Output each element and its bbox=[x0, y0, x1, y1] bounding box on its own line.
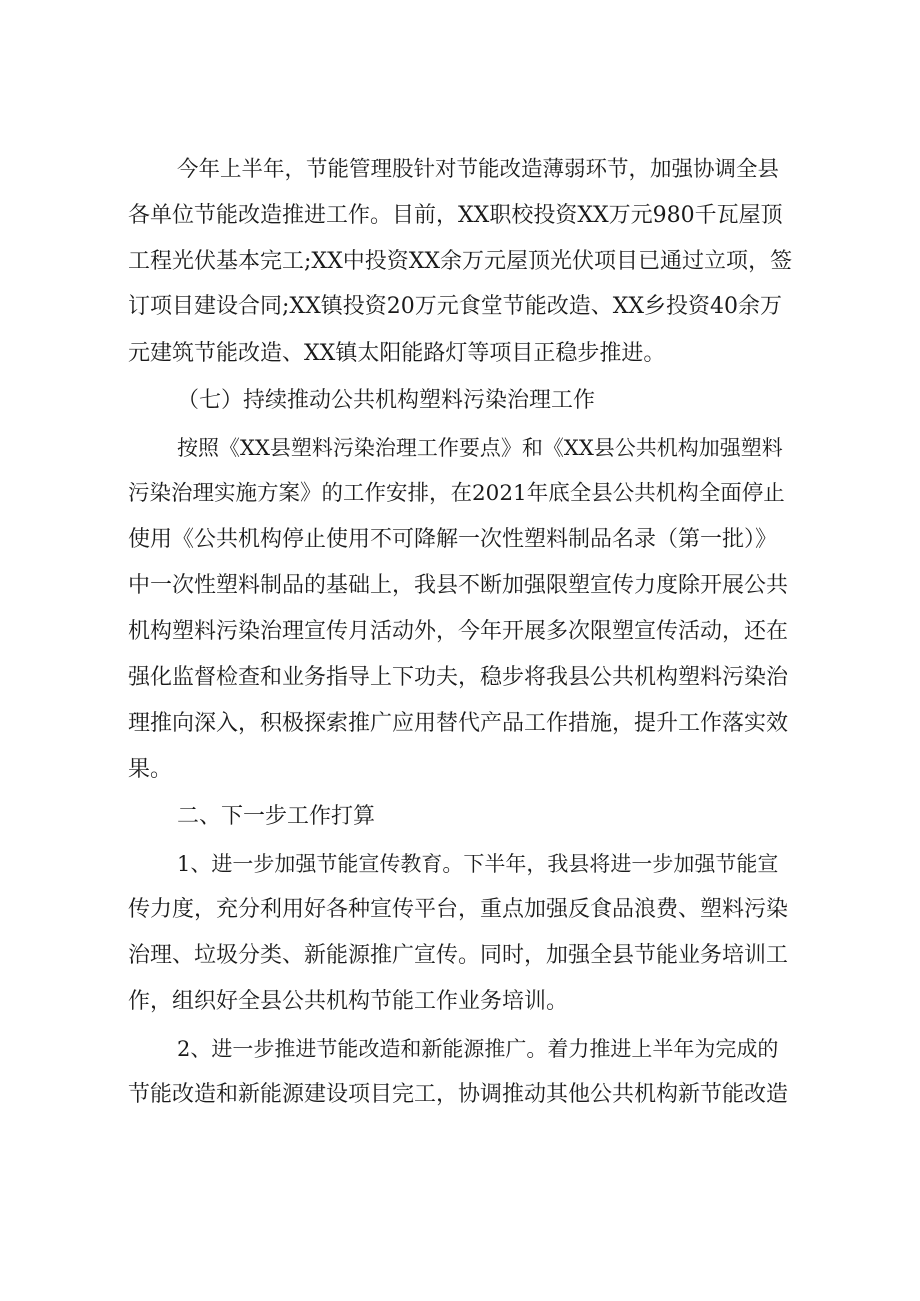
section-heading-7: （七）持续推动公共机构塑料污染治理工作 bbox=[177, 388, 596, 413]
body-line-1: 今年上半年，节能管理股针对节能改造薄弱环节，加强协调全县 bbox=[177, 157, 780, 182]
body-line-16: 治理、垃圾分类、新能源推广宣传。同时，加强全县节能业务培训工 bbox=[128, 943, 789, 968]
body-line-11: 强化监督检查和业务指导上下功夫，稳步将我县公共机构塑料污染治 bbox=[128, 665, 789, 690]
body-line-15: 传力度，充分利用好各种宣传平台，重点加强反食品浪费、塑料污染 bbox=[128, 897, 789, 922]
body-line-3: 工程光伏基本完工;XX中投资XX余万元屋顶光伏项目已通过立项，签 bbox=[128, 249, 793, 274]
body-line-18: 2、进一步推进节能改造和新能源推广。着力推进上半年为完成的 bbox=[177, 1037, 779, 1061]
section-heading-2: 二、下一步工作打算 bbox=[177, 804, 376, 829]
body-line-5: 元建筑节能改造、XX镇太阳能路灯等项目正稳步推进。 bbox=[128, 341, 666, 366]
body-line-19: 节能改造和新能源建设项目完工，协调推动其他公共机构新节能改造 bbox=[128, 1082, 789, 1107]
body-line-2: 各单位节能改造推进工作。目前，XX职校投资XX万元980千瓦屋顶 bbox=[128, 203, 783, 228]
body-line-17: 作，组织好全县公共机构节能工作业务培训。 bbox=[128, 989, 569, 1014]
body-line-14: 1、进一步加强节能宣传教育。下半年，我县将进一步加强节能宣 bbox=[177, 852, 779, 876]
body-line-13: 果。 bbox=[128, 757, 173, 782]
body-line-9: 中一次性塑料制品的基础上，我县不断加强限塑宣传力度除开展公共 bbox=[128, 573, 789, 598]
body-line-8: 使用《公共机构停止使用不可降解一次性塑料制品名录（第一批）》 bbox=[128, 527, 778, 552]
body-line-4: 订项目建设合同;XX镇投资20万元食堂节能改造、XX乡投资40余万 bbox=[128, 294, 783, 319]
body-line-10: 机构塑料污染治理宣传月活动外，今年开展多次限塑宣传活动，还在 bbox=[128, 619, 789, 644]
body-line-12: 理推向深入，积极探索推广应用替代产品工作措施，提升工作落实效 bbox=[128, 711, 789, 736]
body-line-6: 按照《XX县塑料污染治理工作要点》和《XX县公共机构加强塑料 bbox=[177, 436, 783, 460]
body-line-7: 污染治理实施方案》的工作安排，在2021年底全县公共机构全面停止 bbox=[128, 481, 785, 506]
